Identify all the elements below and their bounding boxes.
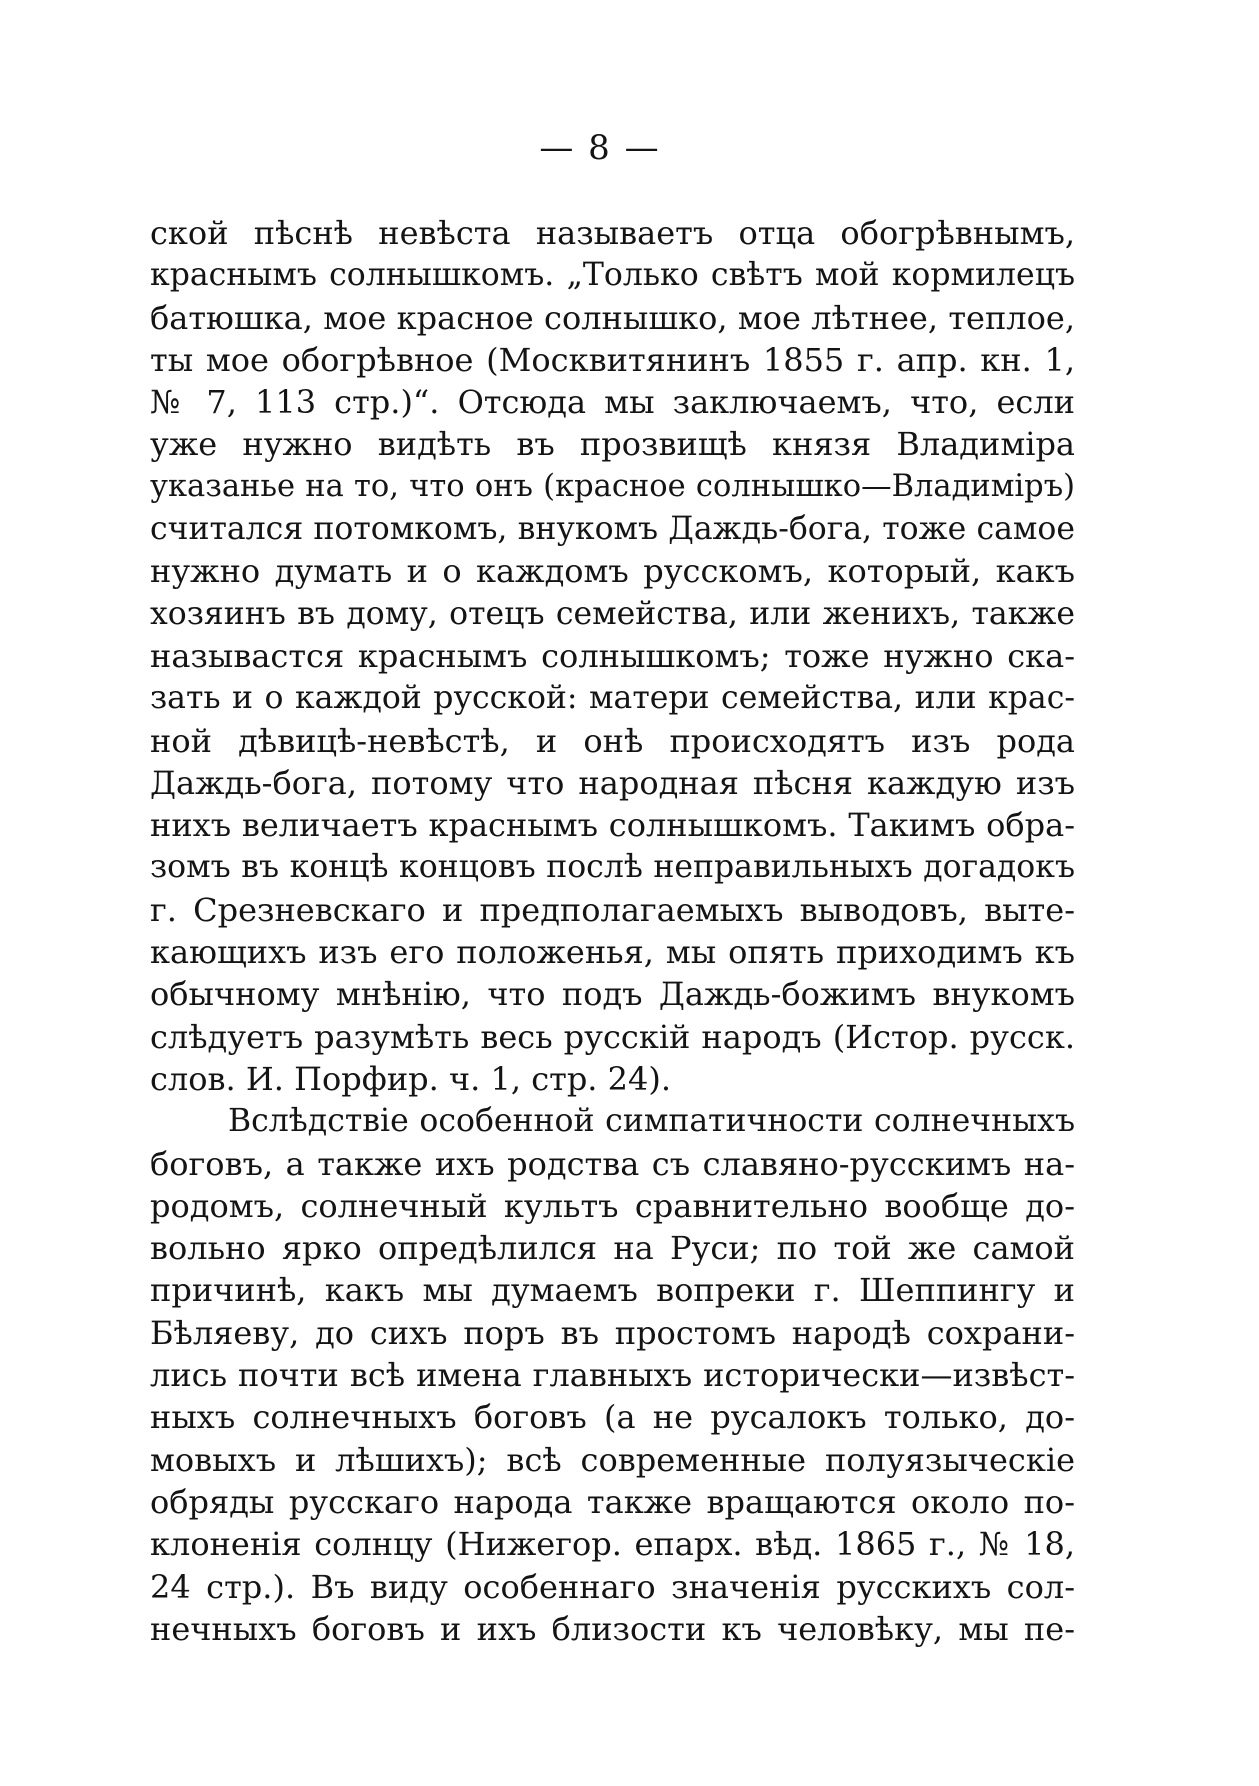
text-line: г. Срезневскаго и предполагаемыхъ выводовъ, выте- [150,890,1075,929]
text-line: обряды русскаго народа также вращаются около по- [150,1482,1075,1521]
page-number: — 8 — [539,128,661,168]
text-line: указанье на то, что онъ (красное солнышко—Владиміръ) [150,468,1075,504]
text-line: зомъ въ концѣ концовъ послѣ неправильныхъ догадокъ [150,849,1075,886]
text-line: считался потомкомъ, внукомъ Даждь-бога, тоже самое [150,511,1075,548]
text-line: № 7, 113 стр.)“. Отсюда мы заключаемъ, что, если [150,383,1075,422]
text-line: Даждь-бога, потому что народная пѣсня каждую изъ [150,763,1075,802]
text-line: ты мое обогрѣвное (Москвитянинъ 1855 г. апр. кн. 1, [150,340,1075,379]
text-line: родомъ, солнечный культъ сравнительно вообще до- [150,1186,1075,1225]
text-line: вольно ярко опредѣлился на Руси; по той же самой [150,1229,1075,1268]
text-line: боговъ, а также ихъ родства съ славяно-русскимъ на- [150,1144,1075,1183]
text-line: называстся краснымъ солнышкомъ; тоже нужно ска- [150,636,1075,675]
paragraph-first-line: Вслѣдствіе особенной симпатичности солнечныхъ [228,1103,1075,1140]
text-line: лись почти всѣ имена главныхъ исторически—извѣст- [150,1356,1075,1395]
text-line: ныхъ солнечныхъ боговъ (а не русалокъ только, до- [150,1398,1075,1437]
text-line: 24 стр.). Въ виду особеннаго значенія русскихъ сол- [150,1567,1075,1606]
text-line: хозяинъ въ дому, отецъ семейства, или женихъ, также [150,595,1075,632]
text-line: краснымъ солнышкомъ. „Только свѣтъ мой кормилецъ [150,257,1075,294]
text-line: нужно думать и о каждомъ русскомъ, который, какъ [150,552,1075,591]
text-line: нихъ величаетъ краснымъ солнышкомъ. Такимъ обра- [150,806,1075,845]
text-line: зать и о каждой русской: матери семейства, или крас- [150,680,1075,717]
text-line: клоненія солнцу (Нижегор. епарх. вѣд. 1865 г., № 18, [150,1525,1075,1564]
paragraph-end-line: слов. И. Порфир. ч. 1, стр. 24). [150,1059,672,1098]
text-line: нечныхъ боговъ и ихъ близости къ человѣку, мы пе- [150,1609,1075,1648]
text-line: кающихъ изъ его положенья, мы опять приходимъ къ [150,933,1075,972]
text-line: причинѣ, какъ мы думаемъ вопреки г. Шеппингу и [150,1271,1075,1310]
text-line: ной дѣвицѣ-невѣстѣ, и онѣ происходятъ изъ рода [150,721,1075,760]
text-line: слѣдуетъ разумѣть весь русскій народъ (Истор. русск. [150,1017,1075,1056]
text-line: Бѣляеву, до сихъ поръ въ простомъ народѣ сохрани- [150,1313,1075,1352]
text-line: обычному мнѣнію, что подъ Даждь-божимъ внукомъ [150,975,1075,1014]
text-line: уже нужно видѣть въ прозвищѣ князя Владиміра [150,425,1075,464]
text-line: мовыхъ и лѣшихъ); всѣ современные полуязыческіе [150,1440,1075,1479]
text-line: ской пѣснѣ невѣста называетъ отца обогрѣвнымъ, [150,214,1075,252]
body-text [150,212,1075,1650]
text-line: батюшка, мое красное солнышко, мое лѣтнее, теплое, [150,298,1075,337]
